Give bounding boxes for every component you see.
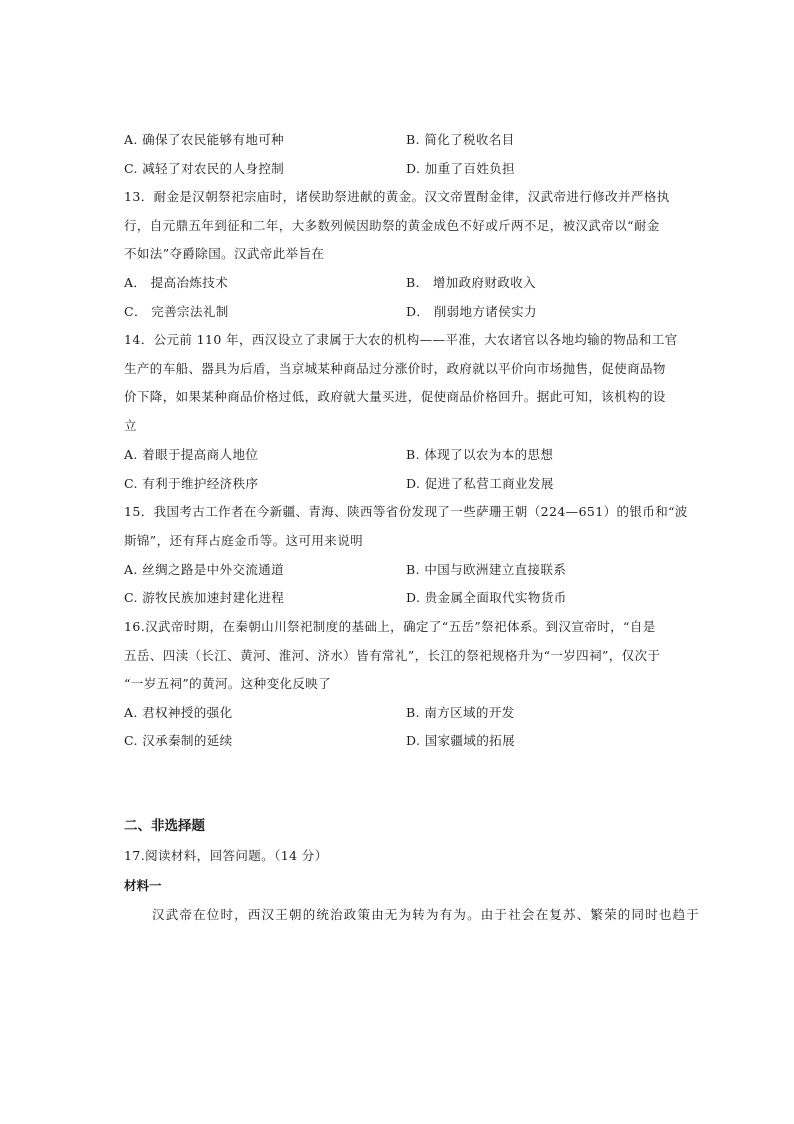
q15-option-c: C. 游牧民族加速封建化进程 <box>124 590 285 605</box>
q14-option-b: B. 体现了以农为本的思想 <box>406 447 554 462</box>
q17-stem: 17.阅读材料，回答问题。（14 分） <box>124 848 328 863</box>
q13-option-c: C． 完善宗法礼制 <box>124 304 229 319</box>
q16-option-c: C. 汉承秦制的延续 <box>124 733 233 748</box>
q16-option-a: A. 君权神授的强化 <box>124 705 233 720</box>
material-text-line-1: 汉武帝在位时，西汉王朝的统治政策由无为转为有为。由于社会在复苏、繁荣的同时也趋于 <box>152 907 701 922</box>
q14-stem-line-1: 14．公元前 110 年，西汉设立了隶属于大农的机构——平准，大农诸官以各地均输的物品和工官 <box>124 332 678 347</box>
q16-stem-line-3: “一岁五祠”的黄河。这种变化反映了 <box>124 676 332 691</box>
q16-option-d: D. 国家疆域的拓展 <box>406 733 516 748</box>
q12-option-a: A. 确保了农民能够有地可种 <box>124 132 285 147</box>
q16-option-b: B. 南方区域的开发 <box>406 705 515 720</box>
q13-option-d: D． 削弱地方诸侯实力 <box>406 304 537 319</box>
q14-stem-line-2: 生产的车船、器具为后盾，当京城某种商品过分涨价时，政府就以平价向市场抛售，促使商品物 <box>124 361 666 376</box>
q13-option-a: A． 提高冶炼技术 <box>124 275 229 290</box>
q14-stem-line-3: 价下降，如果某种商品价格过低，政府就大量买进，促使商品价格回升。据此可知，该机构的设 <box>124 389 666 404</box>
q15-option-a: A. 丝绸之路是中外交流通道 <box>124 562 285 577</box>
section-title: 二、非选择题 <box>124 818 205 834</box>
q15-stem-line-1: 15．我国考古工作者在今新疆、青海、陕西等省份发现了一些萨珊王朝（224—651）的银币和“波 <box>124 504 688 519</box>
q14-option-d: D. 促进了私营工商业发展 <box>406 476 554 491</box>
q15-option-b: B. 中国与欧洲建立直接联系 <box>406 562 567 577</box>
q12-option-c: C. 减轻了对农民的人身控制 <box>124 161 285 176</box>
q14-option-a: A. 着眼于提高商人地位 <box>124 447 259 462</box>
q13-option-b: B． 增加政府财政收入 <box>406 275 537 290</box>
q12-option-b: B. 简化了税收名目 <box>406 132 515 147</box>
q15-stem-line-2: 斯锦”，还有拜占庭金币等。这可用来说明 <box>124 533 363 548</box>
q16-stem-line-1: 16.汉武帝时期，在秦朝山川祭祀制度的基础上，确定了“五岳”祭祀体系。到汉宣帝时，“自是 <box>124 619 656 634</box>
q16-stem-line-2: 五岳、四渎（长江、黄河、淮河、济水）皆有常礼”，长江的祭祀规格升为“一岁四祠”，仅次于 <box>124 648 661 663</box>
q15-option-d: D. 贵金属全面取代实物货币 <box>406 590 567 605</box>
q13-stem-line-2: 行，自元鼎五年到征和二年，大多数列候因助祭的黄金成色不好或斤两不足，被汉武帝以“耐金 <box>124 218 660 233</box>
q14-stem-line-4: 立 <box>124 418 137 433</box>
q13-stem-line-3: 不如法”夺爵除国。汉武帝此举旨在 <box>124 246 325 261</box>
q12-option-d: D. 加重了百姓负担 <box>406 161 516 176</box>
q14-option-c: C. 有利于维护经济秩序 <box>124 476 259 491</box>
q13-stem-line-1: 13．耐金是汉朝祭祀宗庙时，诸侯助祭进献的黄金。汉文帝置酎金律，汉武帝进行修改并严格执 <box>124 189 670 204</box>
material-title: 材料一 <box>124 878 162 893</box>
